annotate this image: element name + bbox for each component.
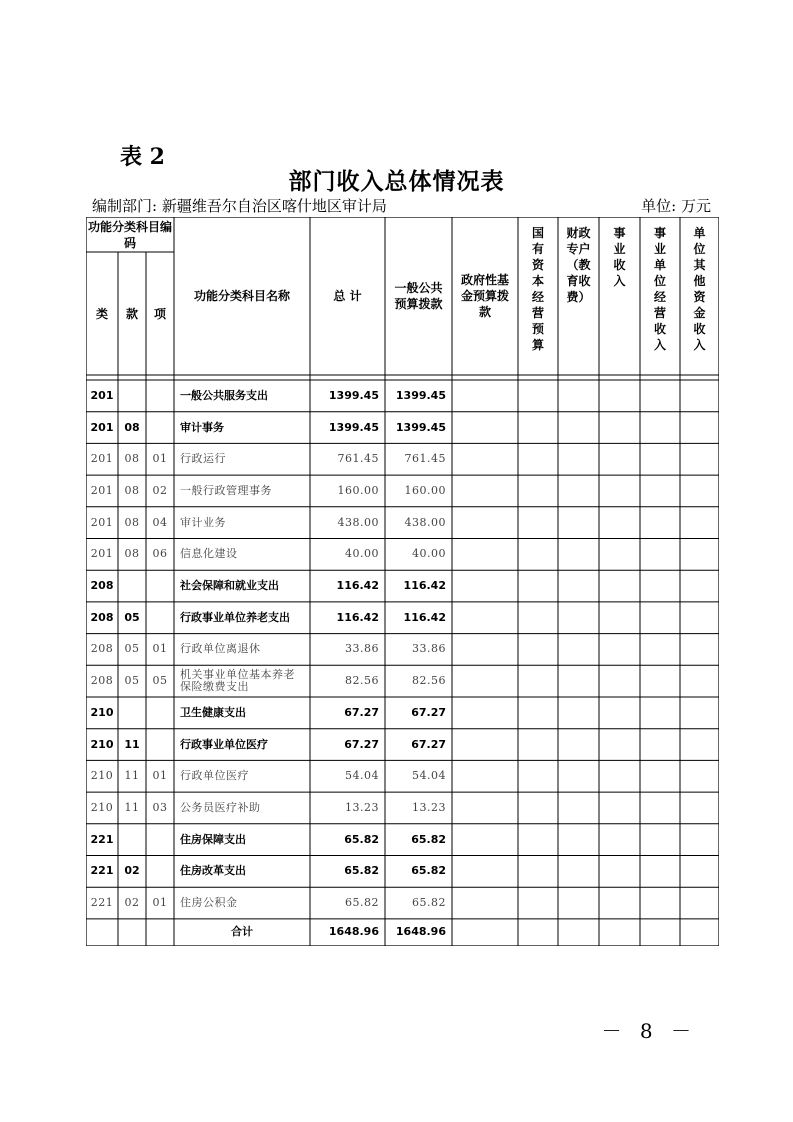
row-xiang-code: 05	[152, 674, 168, 688]
row-total: 65.82	[344, 832, 379, 846]
row-kuan-code: 05	[124, 642, 140, 656]
row-total: 33.86	[345, 642, 379, 656]
row-general-budget: 116.42	[403, 610, 446, 624]
row-item-name: 行政单位医疗	[180, 769, 249, 783]
department-line: 编制部门: 新疆维吾尔自治区喀什地区审计局	[92, 197, 387, 215]
row-xiang-code: 06	[152, 547, 168, 561]
row-lei-code: 201	[90, 420, 114, 434]
row-total: 67.27	[344, 737, 379, 751]
row-lei-code: 221	[90, 864, 114, 878]
row-kuan-code: 08	[124, 547, 140, 561]
table-label: 表 2	[120, 144, 165, 170]
header-business-income: 事 业 收 入	[613, 226, 626, 288]
row-total: 13.23	[345, 800, 379, 814]
total-row-total: 1648.96	[328, 925, 379, 939]
header-operating-income: 事 业 单 位 经 营 收 入	[653, 226, 666, 352]
row-general-budget: 65.82	[412, 896, 446, 910]
page-number: － 8 －	[601, 1019, 697, 1043]
row-total: 1399.45	[328, 420, 379, 434]
row-general-budget: 54.04	[412, 769, 446, 783]
row-kuan-code: 11	[124, 737, 140, 751]
row-kuan-code: 08	[124, 420, 140, 434]
row-total: 65.82	[345, 896, 379, 910]
row-kuan-code: 08	[124, 483, 140, 497]
row-general-budget: 65.82	[411, 832, 446, 846]
row-total: 160.00	[337, 483, 379, 497]
row-item-name: 住房保障支出	[180, 832, 246, 846]
row-lei-code: 210	[90, 737, 114, 751]
row-kuan-code	[118, 570, 146, 602]
row-xiang-code: 01	[152, 769, 168, 783]
row-kuan-code: 08	[124, 452, 140, 466]
row-lei-code: 201	[90, 547, 114, 561]
row-xiang-code	[146, 824, 174, 856]
row-general-budget: 82.56	[412, 674, 446, 688]
row-total: 761.45	[337, 452, 379, 466]
row-lei-code: 201	[90, 388, 114, 402]
row-general-budget: 160.00	[404, 483, 446, 497]
row-item-name: 审计业务	[180, 515, 226, 529]
row-general-budget: 67.27	[411, 737, 446, 751]
row-lei-code: 208	[90, 674, 114, 688]
row-general-budget: 438.00	[404, 515, 446, 529]
row-xiang-code	[146, 602, 174, 634]
row-item-name: 卫生健康支出	[180, 705, 246, 719]
row-item-name: 住房公积金	[180, 896, 238, 910]
header-total: 总 计	[333, 289, 362, 303]
row-item-name: 机关事业单位基本养老保险缴费支出	[180, 668, 295, 694]
row-item-name: 审计事务	[180, 420, 224, 434]
row-xiang-code: 03	[152, 800, 168, 814]
row-lei-code: 221	[90, 832, 114, 846]
row-general-budget: 1399.45	[395, 388, 446, 402]
row-xiang-code	[146, 380, 174, 412]
row-general-budget: 33.86	[412, 642, 446, 656]
row-xiang-code: 04	[152, 515, 168, 529]
row-item-name: 一般公共服务支出	[180, 388, 268, 402]
row-xiang-code: 01	[152, 642, 168, 656]
total-row-label: 合计	[231, 925, 253, 939]
row-lei-code: 210	[90, 705, 114, 719]
row-item-name: 住房改革支出	[180, 864, 246, 878]
row-lei-code: 210	[90, 800, 114, 814]
row-general-budget: 116.42	[403, 579, 446, 593]
total-row-general-budget: 1648.96	[395, 925, 446, 939]
row-kuan-code: 05	[124, 610, 140, 624]
unit-label: 单位: 万元	[641, 197, 711, 215]
row-lei-code: 201	[90, 483, 114, 497]
row-lei-code: 208	[90, 642, 114, 656]
row-total: 438.00	[337, 515, 379, 529]
row-xiang-code	[146, 729, 174, 761]
row-item-name: 公务员医疗补助	[180, 800, 261, 814]
income-table	[86, 217, 719, 946]
row-kuan-code: 11	[124, 769, 140, 783]
row-kuan-code: 02	[124, 864, 140, 878]
row-item-name: 行政事业单位养老支出	[180, 610, 290, 624]
header-state-capital: 国 有 资 本 经 营 预 算	[531, 226, 544, 352]
row-xiang-code	[146, 412, 174, 444]
header-code-group: 功能分类科目编码	[87, 219, 172, 250]
row-kuan-code	[118, 824, 146, 856]
row-kuan-code: 08	[124, 515, 140, 529]
header-xiang: 项	[153, 306, 166, 321]
row-total: 1399.45	[328, 388, 379, 402]
row-total: 82.56	[345, 674, 379, 688]
row-lei-code: 221	[90, 896, 114, 910]
row-xiang-code	[146, 856, 174, 888]
row-general-budget: 65.82	[411, 864, 446, 878]
row-total: 116.42	[336, 579, 379, 593]
row-general-budget: 1399.45	[395, 420, 446, 434]
header-lei: 类	[95, 306, 108, 321]
row-item-name: 社会保障和就业支出	[180, 579, 279, 593]
row-xiang-code	[146, 697, 174, 729]
row-item-name: 行政运行	[180, 452, 226, 466]
row-general-budget: 67.27	[411, 705, 446, 719]
row-item-name: 行政单位离退休	[180, 642, 261, 656]
row-kuan-code: 05	[124, 674, 140, 688]
row-lei-code: 201	[90, 452, 114, 466]
header-kuan: 款	[125, 306, 138, 321]
row-kuan-code: 11	[124, 800, 140, 814]
header-other-income: 单 位 其 他 资 金 收 入	[693, 226, 706, 352]
row-xiang-code	[146, 570, 174, 602]
row-total: 40.00	[345, 547, 379, 561]
row-item-name: 信息化建设	[180, 547, 238, 561]
row-general-budget: 40.00	[412, 547, 446, 561]
row-xiang-code: 01	[152, 896, 168, 910]
row-general-budget: 13.23	[412, 800, 446, 814]
row-total: 67.27	[344, 705, 379, 719]
row-lei-code: 210	[90, 769, 114, 783]
page-title: 部门收入总体情况表	[288, 168, 505, 195]
header-fund-budget: 政府性基金预算拨款	[460, 273, 509, 319]
row-total: 54.04	[345, 769, 379, 783]
row-lei-code: 208	[90, 579, 114, 593]
header-item-name: 功能分类科目名称	[193, 289, 290, 303]
row-xiang-code: 02	[152, 483, 168, 497]
row-kuan-code: 02	[124, 896, 140, 910]
row-xiang-code: 01	[152, 452, 168, 466]
row-item-name: 行政事业单位医疗	[180, 737, 268, 751]
row-total: 65.82	[344, 864, 379, 878]
row-general-budget: 761.45	[404, 452, 446, 466]
header-general-budget: 一般公共预算拨款	[394, 281, 443, 311]
row-lei-code: 208	[90, 610, 114, 624]
row-item-name: 一般行政管理事务	[180, 483, 272, 497]
row-lei-code: 201	[90, 515, 114, 529]
row-kuan-code	[118, 697, 146, 729]
row-kuan-code	[118, 380, 146, 412]
header-special-account: 财政 专户 （教 育收 费）	[566, 226, 591, 304]
row-total: 116.42	[336, 610, 379, 624]
